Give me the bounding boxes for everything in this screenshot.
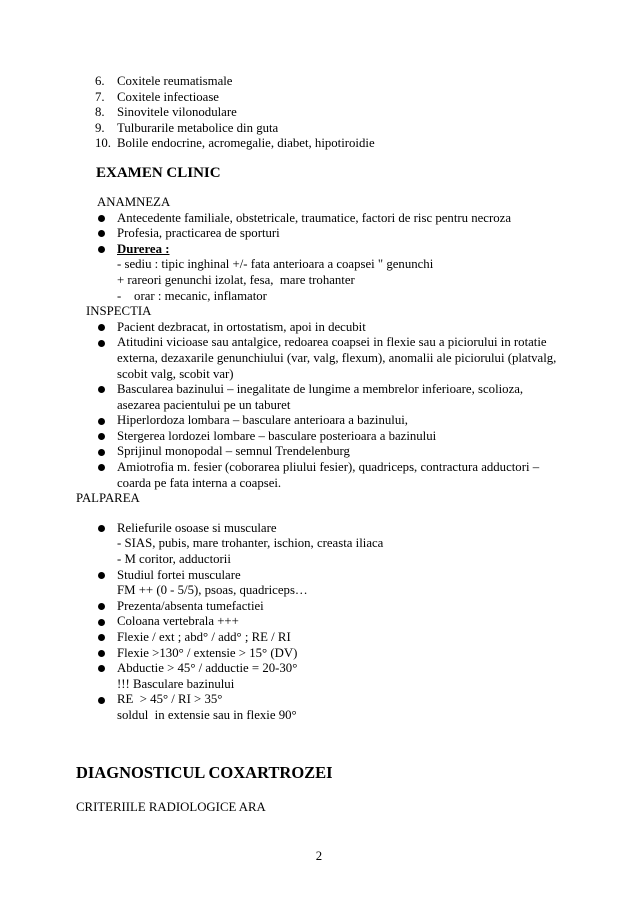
bullet-text: Prezenta/absenta tumefactiei (117, 598, 264, 613)
continuation-line: coarda pe fata interna a coapsei. (117, 475, 282, 490)
bullet-item (0, 211, 638, 227)
bullet-text: Studiul fortei musculare (117, 567, 241, 582)
list-text: Sinovitele vilonodulare (117, 105, 237, 120)
list-number: 6. (95, 74, 105, 88)
bullet-text: Bascularea bazinului – inegalitate de lungime a membrelor inferioare, scolioza, (117, 382, 524, 397)
list-number: 9. (95, 120, 105, 135)
bullet-icon (98, 340, 105, 347)
list-item (0, 90, 638, 106)
bullet-text: Amiotrofia m. fesier (coborarea pliului fesier), quadriceps, contractura adductori – (117, 460, 540, 475)
bullet-item (0, 444, 638, 460)
list-text: Coxitele infectioase (117, 89, 219, 104)
bullet-item (0, 335, 638, 351)
section-heading-diagnostic: DIAGNOSTICUL COXARTROZEI (76, 762, 333, 782)
continuation-line: scobit valg, scobit var) (117, 366, 234, 381)
bullet-text-durerea: Durerea : (117, 241, 170, 256)
list-text: Tulburarile metabolice din guta (117, 120, 279, 135)
list-number: 10. (95, 136, 111, 151)
continuation-line: asezarea pacientului pe un taburet (117, 397, 291, 412)
list-number: 8. (95, 105, 105, 120)
bullet-text: Abductie > 45° / adductie = 20-30° (117, 661, 298, 676)
bullet-item (0, 429, 638, 445)
sub-line: - sediu : tipic inghinal +/- fata anterioara a coapsei " genunchi (117, 257, 434, 272)
sub-line: FM ++ (0 - 5/5), psoas, quadriceps… (117, 583, 308, 598)
subsection-label-inspectia: INSPECTIA (86, 304, 152, 319)
bullet-icon (98, 215, 105, 222)
bullet-icon (98, 525, 105, 532)
bullet-icon (98, 449, 105, 456)
subsection-label-palparea: PALPAREA (76, 491, 140, 506)
bullet-text: Sprijinul monopodal – semnul Trendelenburg (117, 444, 350, 459)
subsection-label-criterii: CRITERIILE RADIOLOGICE ARA (76, 799, 266, 814)
bullet-item (0, 568, 638, 584)
bullet-text: Flexie / ext ; abd° / add° ; RE / RI (117, 630, 291, 644)
bullet-text: Stergerea lordozei lombare – basculare posterioara a bazinului (117, 428, 437, 443)
bullet-item (0, 614, 638, 630)
bullet-icon (98, 665, 105, 672)
bullet-icon (98, 418, 105, 425)
bullet-text: Coloana vertebrala +++ (117, 614, 239, 629)
bullet-item (0, 521, 638, 537)
list-text: Coxitele reumatismale (117, 74, 233, 88)
page-number: 2 (315, 849, 323, 863)
bullet-item (0, 413, 638, 429)
blank-line (0, 507, 638, 521)
bullet-icon (98, 634, 105, 641)
bullet-text: Pacient dezbracat, in ortostatism, apoi in decubit (117, 319, 366, 334)
sub-line: - orar : mecanic, inflamator (117, 288, 267, 303)
bullet-item (0, 630, 638, 646)
bullet-item (0, 661, 638, 677)
sub-line: - M coritor, adductorii (117, 552, 231, 567)
list-number: 7. (95, 89, 105, 104)
sub-line: - SIAS, pubis, mare trohanter, ischion, creasta iliaca (117, 536, 384, 551)
bullet-item (0, 320, 638, 336)
bullet-text: Flexie >130° / extensie > 15° (DV) (117, 645, 298, 660)
list-item (0, 136, 638, 152)
bullet-text: Hiperlordoza lombara – basculare anterioara a bazinului, (117, 413, 408, 428)
sub-line: !!! Basculare bazinului (117, 676, 235, 691)
bullet-icon (98, 324, 105, 331)
bullet-item (0, 226, 638, 242)
bullet-item (0, 382, 638, 398)
list-item (0, 74, 638, 90)
bullet-item (0, 692, 638, 708)
bullet-item (0, 460, 638, 476)
list-item (0, 105, 638, 121)
bullet-item (0, 599, 638, 615)
bullet-icon (98, 603, 105, 610)
bullet-text: RE > 45° / RI > 35° (117, 692, 223, 707)
sub-line: soldul in extensie sau in flexie 90° (117, 707, 297, 722)
list-text: Bolile endocrine, acromegalie, diabet, hipotiroidie (117, 136, 375, 151)
sub-line: + rareori genunchi izolat, fesa, mare trohanter (117, 272, 355, 287)
bullet-icon (98, 650, 105, 657)
bullet-item (0, 646, 638, 662)
bullet-icon (98, 572, 105, 579)
list-item (0, 121, 638, 137)
bullet-icon (98, 619, 105, 626)
bullet-item (0, 242, 638, 258)
bullet-icon (98, 433, 105, 440)
continuation-line: externa, dezaxarile genunchiului (var, valg, flexum), anomalii ale piciorului (platvalg, (117, 350, 557, 365)
bullet-icon (98, 246, 105, 253)
bullet-icon (98, 230, 105, 237)
bullet-text: Antecedente familiale, obstetricale, traumatice, factori de risc pentru necroza (117, 210, 512, 225)
bullet-text: Reliefurile osoase si musculare (117, 520, 277, 535)
section-heading-examen-clinic: EXAMEN CLINIC (96, 164, 221, 181)
bullet-text: Profesia, practicarea de sporturi (117, 226, 280, 241)
bullet-icon (98, 697, 105, 704)
subsection-label-anamneza: ANAMNEZA (97, 194, 171, 209)
bullet-icon (98, 386, 105, 393)
page-content (0, 74, 638, 815)
bullet-icon (98, 464, 105, 471)
bullet-text: Atitudini vicioase sau antalgice, redoarea coapsei in flexie sau a piciorului in rotatie (117, 335, 547, 350)
